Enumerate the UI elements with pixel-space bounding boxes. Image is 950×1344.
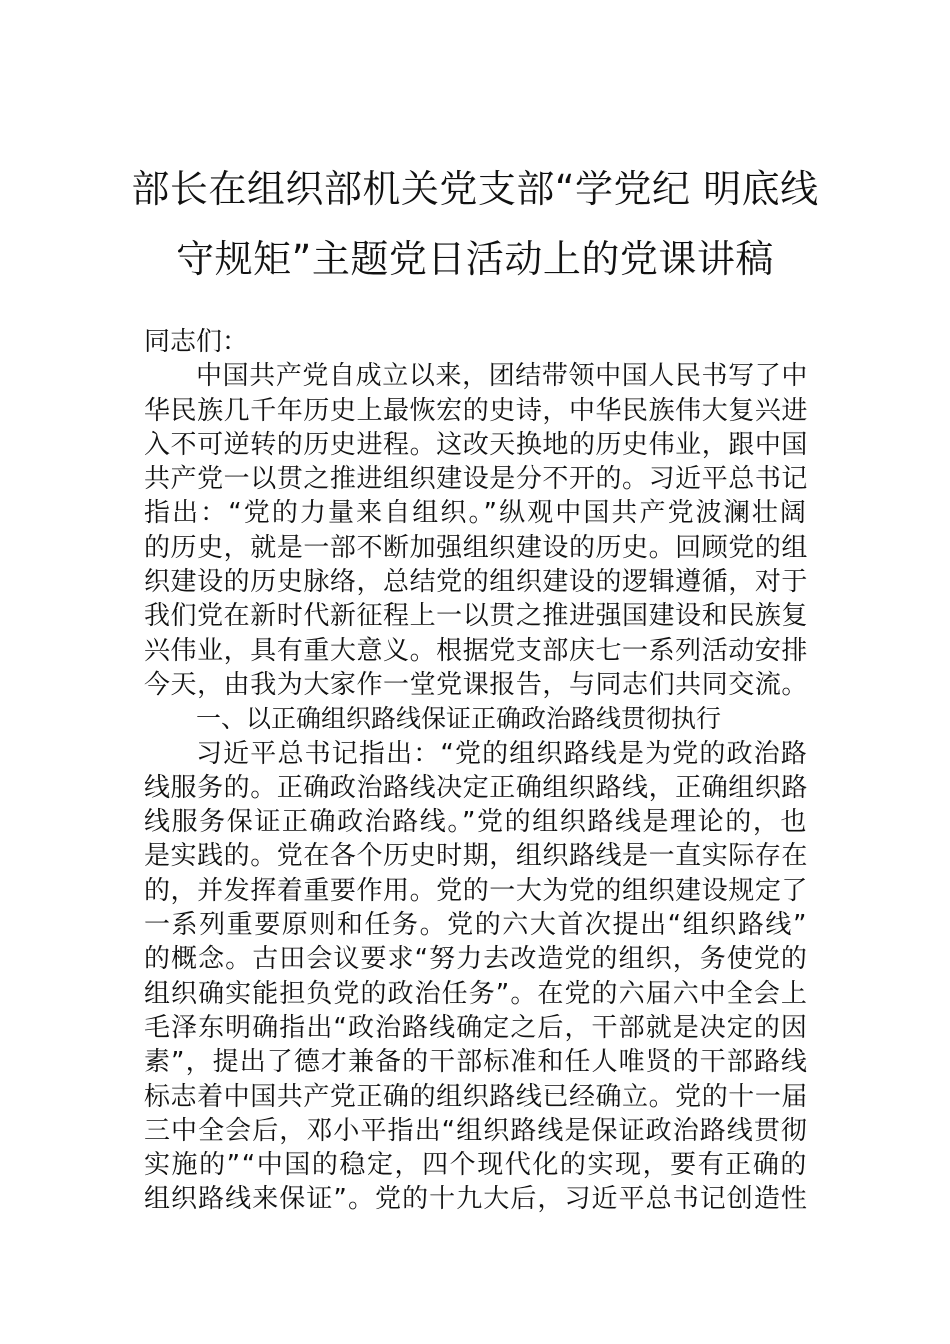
paragraph-line: 华民族几千年历史上最恢宏的史诗，中华民族伟大复兴进 [144,395,808,426]
paragraph-line: 毛泽东明确指出“政治路线确定之后，干部就是决定的因 [144,1012,808,1043]
document-title-line-1: 部长在组织部机关党支部“学党纪 明底线 [131,167,819,211]
paragraph-line: 指出：“党的力量来自组织。”纵观中国共产党波澜壮阔 [144,498,808,529]
paragraph-line: 组织路线来保证”。党的十九大后，习近平总书记创造性 [144,1184,808,1215]
section-heading: 一、以正确组织路线保证正确政治路线贯彻执行 [196,704,722,734]
paragraph-line: 线服务保证正确政治路线。”党的组织路线是理论的，也 [144,807,808,838]
paragraph-line: 习近平总书记指出：“党的组织路线是为党的政治路 [196,738,808,769]
paragraph-line: 一系列重要原则和任务。党的六大首次提出“组织路线” [144,910,808,941]
paragraph-line: 兴伟业，具有重大意义。根据党支部庆七一系列活动安排 [144,635,808,666]
paragraph-line: 的历史，就是一部不断加强组织建设的历史。回顾党的组 [144,532,808,563]
paragraph-line: 的概念。古田会议要求“努力去改造党的组织，务使党的 [144,944,808,975]
paragraph-line: 织建设的历史脉络，总结党的组织建设的逻辑遵循，对于 [144,567,808,598]
paragraph-line: 实施的”“中国的稳定，四个现代化的实现，要有正确的 [144,1150,808,1181]
document-title-line-2: 守规矩”主题党日活动上的党课讲稿 [176,237,774,281]
paragraph-line: 线服务的。正确政治路线决定正确组织路线，正确组织路 [144,772,808,803]
paragraph-line: 入不可逆转的历史进程。这改天换地的历史伟业，跟中国 [144,429,808,460]
paragraph-line: 今天，由我为大家作一堂党课报告，与同志们共同交流。 [144,669,808,700]
paragraph-line: 素”，提出了德才兼备的干部标准和任人唯贤的干部路线 [144,1047,808,1078]
paragraph-line: 我们党在新时代新征程上一以贯之推进强国建设和民族复 [144,601,808,632]
paragraph-line: 三中全会后，邓小平指出“组织路线是保证政治路线贯彻 [144,1115,808,1146]
paragraph-line: 共产党一以贯之推进组织建设是分不开的。习近平总书记 [144,464,808,495]
paragraph-line: 是实践的。党在各个历史时期，组织路线是一直实际存在 [144,841,808,872]
document-body [144,325,808,1217]
paragraph-line: 标志着中国共产党正确的组织路线已经确立。党的十一届 [144,1081,808,1112]
paragraph-line: 组织确实能担负党的政治任务”。在党的六届六中全会上 [144,978,808,1009]
paragraph-line: 的，并发挥着重要作用。党的一大为党的组织建设规定了 [144,875,808,906]
paragraph-line: 中国共产党自成立以来，团结带领中国人民书写了中 [196,361,808,392]
salutation: 同志们： [144,327,249,357]
